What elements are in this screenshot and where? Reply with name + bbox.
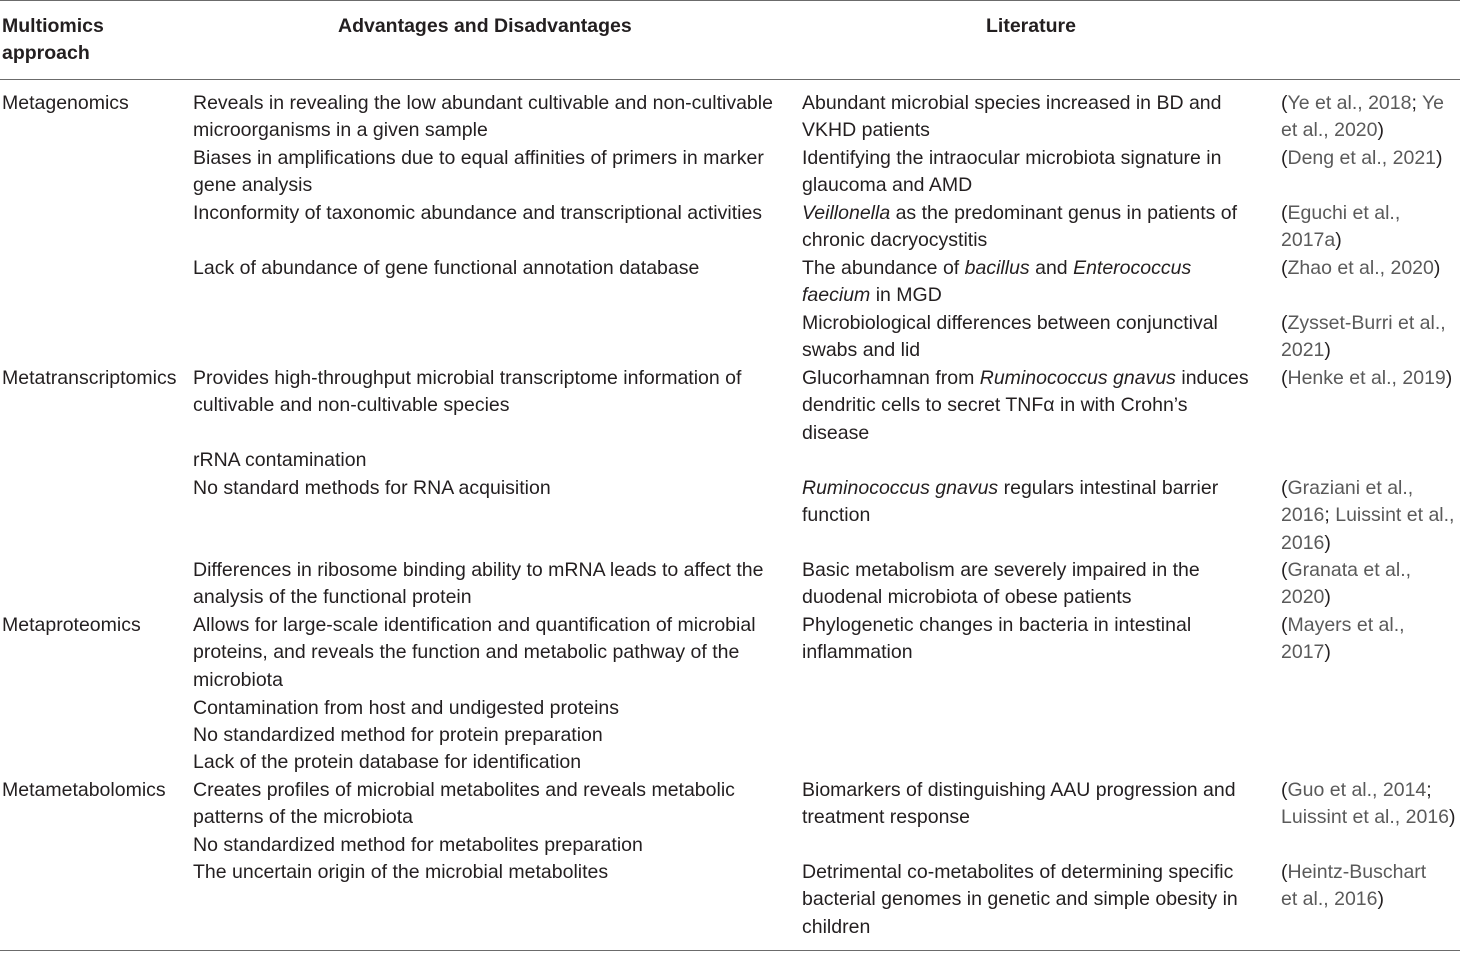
lit-item: The abundance of bacillus and Enterococcus faecium in MGD [802, 257, 1192, 307]
approach-metaproteomics: Metaproteomics [2, 614, 141, 636]
reference-link[interactable]: Henke et al., 2019 [1287, 367, 1446, 389]
reference-link[interactable]: Ye et al., 2018 [1287, 92, 1412, 114]
reference: (Ye et al., 2018; Ye et al., 2020) [1281, 92, 1445, 142]
reference-link[interactable]: Ye [1421, 92, 1445, 114]
header-approach: Multiomics approach [2, 15, 104, 65]
reference-link[interactable]: Luissint et al., 2016 [1281, 806, 1450, 829]
reference-link[interactable]: et al., 2016 [1281, 888, 1378, 911]
adv-item: Provides high-throughput microbial transcriptome information of cultivable and non-cultivable species [193, 367, 742, 417]
adv-item: The uncertain origin of the microbial metabolites [193, 861, 609, 883]
lit-item: Phylogenetic changes in bacteria in intestinal inflammation [802, 614, 1192, 664]
reference-link[interactable]: Graziani et al., [1287, 477, 1414, 499]
adv-item: Lack of abundance of gene functional annotation database [193, 257, 700, 279]
reference-link[interactable]: 2021 [1281, 339, 1325, 362]
adv-item: No standardized method for protein preparation [193, 724, 603, 746]
reference: (Henke et al., 2019) [1281, 367, 1453, 389]
adv-item: Reveals in revealing the low abundant cultivable and non-cultivable microorganisms in a given sample [193, 92, 773, 142]
reference: (Deng et al., 2021) [1281, 147, 1443, 169]
approach-metametabolomics: Metametabolomics [2, 779, 166, 801]
reference-link[interactable]: Mayers et al., [1287, 614, 1405, 636]
lit-item: Biomarkers of distinguishing AAU progression and treatment response [802, 779, 1236, 829]
reference-link[interactable]: 2016 [1281, 531, 1325, 554]
lit-item: Basic metabolism are severely impaired in the duodenal microbiota of obese patients [802, 559, 1200, 609]
lit-item: Microbiological differences between conjunctival swabs and lid [802, 312, 1218, 362]
reference-link[interactable]: Granata et al., [1287, 559, 1412, 581]
header-rule [0, 79, 1460, 80]
adv-item: Biases in amplifications due to equal affinities of primers in marker gene analysis [193, 147, 764, 197]
approach-metagenomics: Metagenomics [2, 92, 129, 114]
adv-item: Creates profiles of microbial metabolites and reveals metabolic patterns of the microbiota [193, 779, 735, 829]
lit-item: Identifying the intraocular microbiota signature in glaucoma and AMD [802, 147, 1222, 197]
adv-item: No standard methods for RNA acquisition [193, 477, 551, 499]
reference-link[interactable]: 2016 [1281, 504, 1325, 527]
approach-metatranscriptomics: Metatranscriptomics [2, 367, 177, 389]
lit-item: Ruminococcus gnavus regulars intestinal barrier function [802, 477, 1219, 527]
reference-link[interactable]: Eguchi et al., [1287, 202, 1401, 224]
reference-link[interactable]: 2020 [1281, 586, 1325, 609]
reference: (Guo et al., 2014; Luissint et al., 2016) [1281, 779, 1456, 829]
reference-link[interactable]: Zhao et al., 2020 [1287, 257, 1434, 279]
bottom-rule [0, 950, 1460, 951]
reference: (Graziani et al., 2016; Luissint et al., 2016) [1281, 477, 1455, 554]
adv-item: Contamination from host and undigested proteins [193, 697, 620, 719]
reference: (Mayers et al., 2017) [1281, 614, 1405, 664]
reference-link[interactable]: et al., 2020 [1281, 119, 1378, 142]
adv-item: Allows for large-scale identification and quantification of microbial proteins, and reveals the function and metabolic pathway of the microbiota [193, 614, 756, 691]
reference: (Eguchi et al., 2017a) [1281, 202, 1401, 252]
reference-link[interactable]: Guo et al., 2014 [1287, 779, 1427, 801]
reference-link[interactable]: Zysset-Burri et al., [1287, 312, 1446, 334]
reference-link[interactable]: Luissint et al., [1335, 504, 1455, 527]
reference: (Zhao et al., 2020) [1281, 257, 1441, 279]
adv-item: Lack of the protein database for identification [193, 751, 582, 773]
reference: (Heintz-Buschart et al., 2016) [1281, 861, 1427, 911]
top-rule [0, 0, 1460, 1]
header-advantages: Advantages and Disadvantages [338, 15, 632, 37]
reference-link[interactable]: Heintz-Buschart [1287, 861, 1427, 883]
reference: (Granata et al., 2020) [1281, 559, 1412, 609]
adv-item: Differences in ribosome binding ability to mRNA leads to affect the analysis of the functional protein [193, 559, 764, 609]
lit-item: Detrimental co-metabolites of determining specific bacterial genomes in genetic and simple obesity in children [802, 861, 1238, 938]
lit-item: Veillonella as the predominant genus in patients of chronic dacryocystitis [802, 202, 1238, 252]
reference-link[interactable]: 2017 [1281, 641, 1325, 664]
reference: (Zysset-Burri et al., 2021) [1281, 312, 1446, 362]
lit-item: Glucorhamnan from Ruminococcus gnavus induces dendritic cells to secret TNFα in with Crohn’s disease [802, 367, 1249, 444]
reference-link[interactable]: 2017a [1281, 229, 1336, 252]
adv-item: No standardized method for metabolites preparation [193, 834, 643, 856]
header-literature: Literature [986, 15, 1076, 37]
adv-item: Inconformity of taxonomic abundance and transcriptional activities [193, 202, 763, 224]
adv-item: rRNA contamination [193, 449, 367, 471]
lit-item: Abundant microbial species increased in BD and VKHD patients [802, 92, 1222, 142]
reference-link[interactable]: Deng et al., 2021 [1287, 147, 1437, 169]
